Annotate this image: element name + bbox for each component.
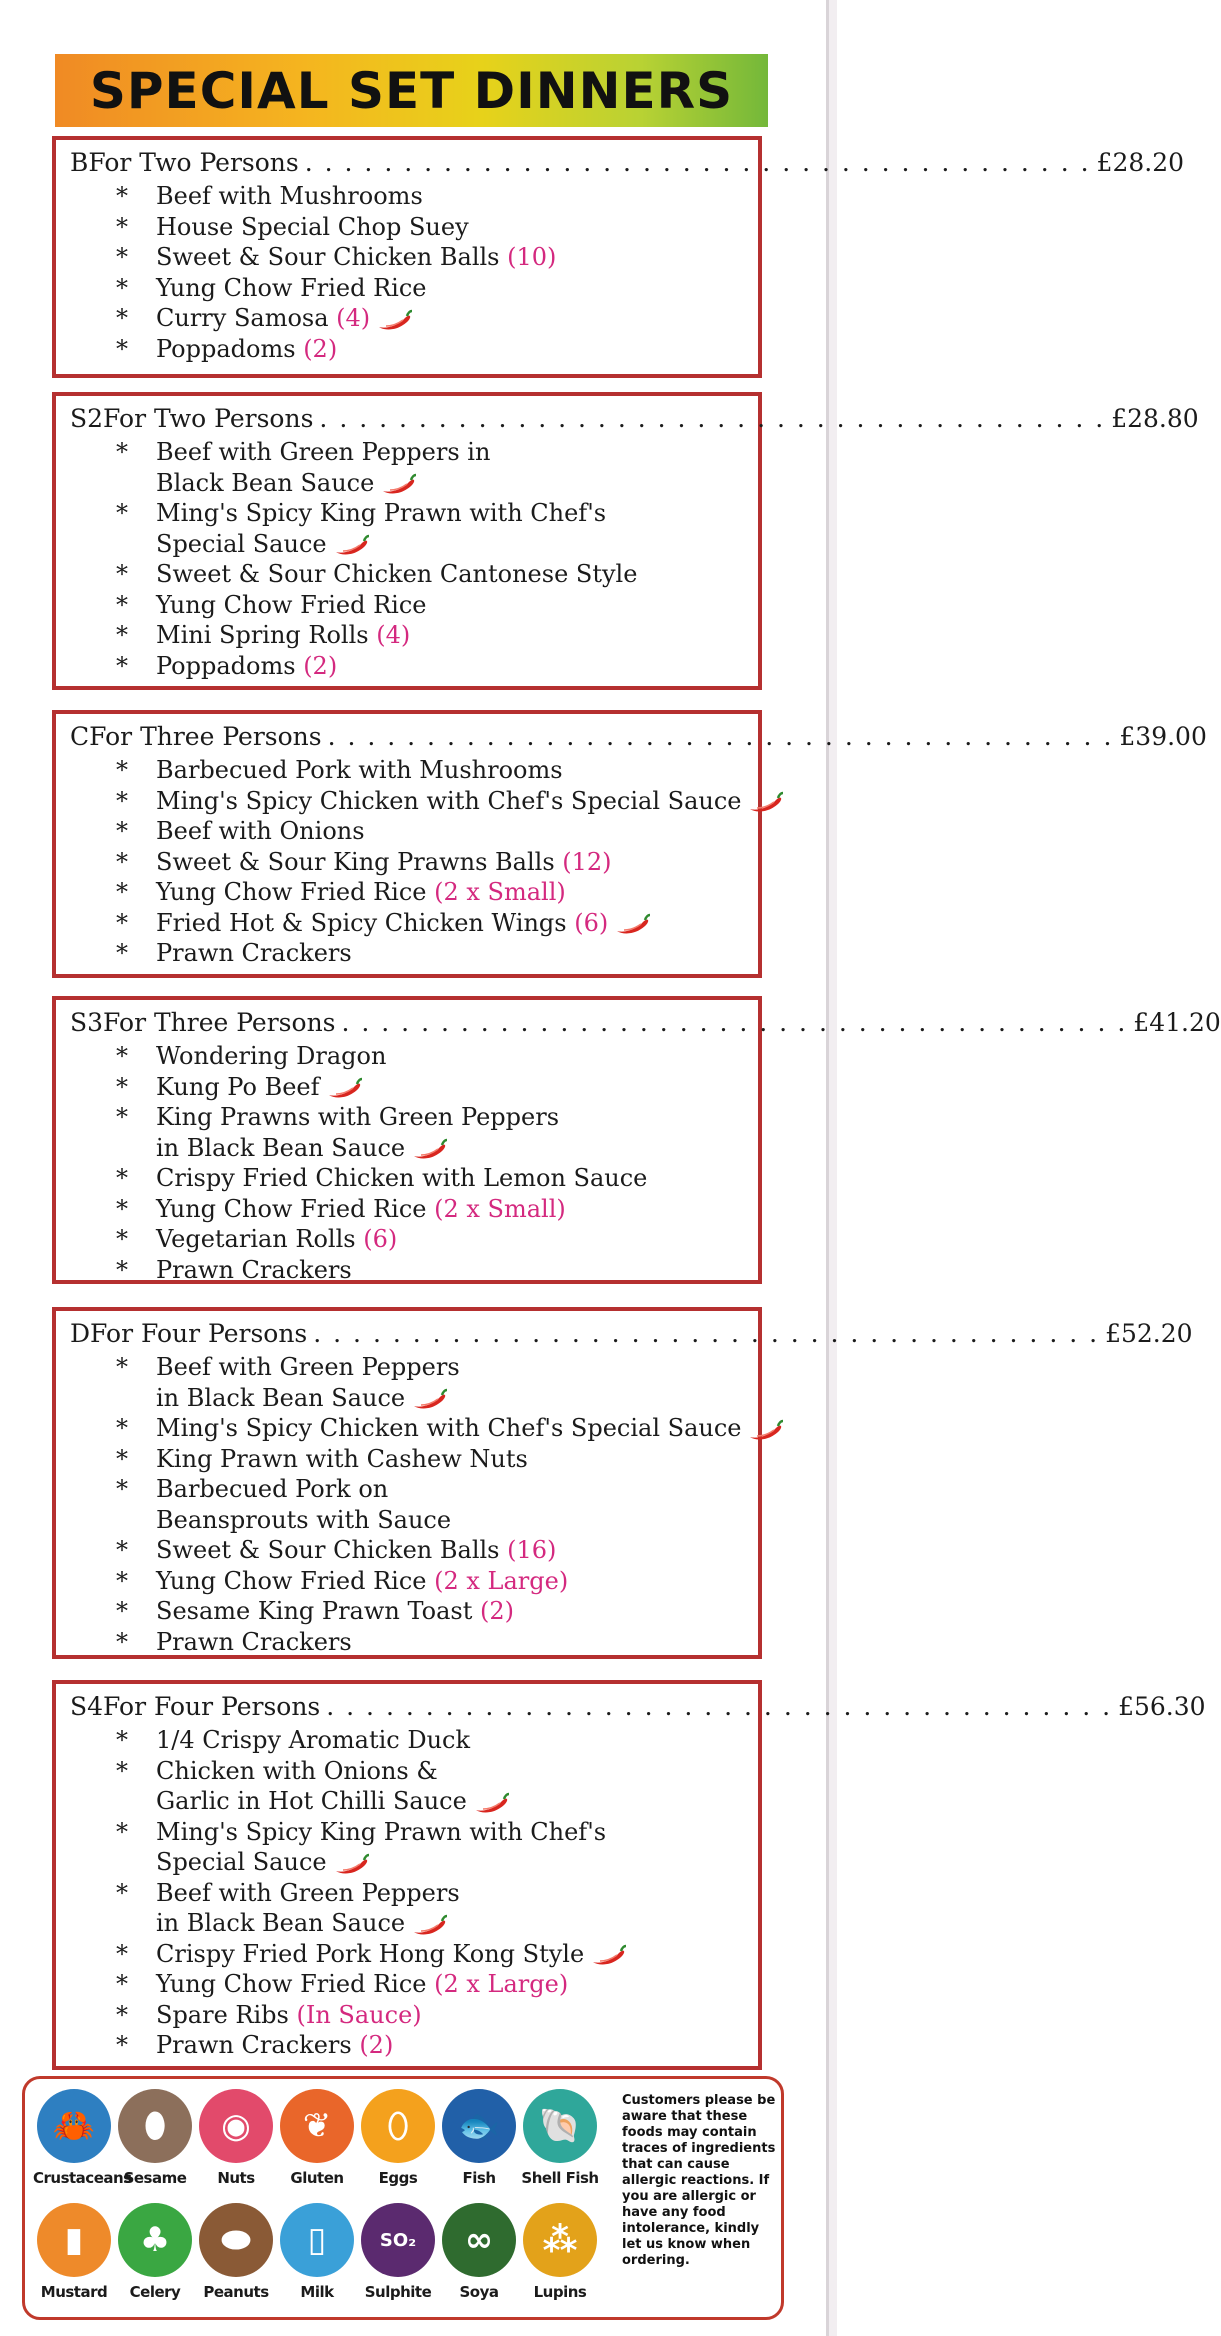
bullet-star: * (116, 304, 128, 332)
chili-pepper-icon (590, 1944, 628, 1966)
celery-icon: ♣ (118, 2203, 192, 2277)
menu-item-quantity: (10) (507, 243, 557, 271)
wheat-icon: ❦ (280, 2089, 354, 2163)
dot-leader: . . . . . . . . . . . . . . . . . . . . . . . . . . . . . . . . . . . . . . . . (304, 148, 1091, 177)
shell-icon: 🐚 (523, 2089, 597, 2163)
menu-item-quantity: (2 x Small) (434, 1194, 566, 1223)
dot-leader: . . . . . . . . . . . . . . . . . . . . . . . . . . . . . . . . . . . . . . . . (319, 404, 1106, 433)
bullet-star: * (116, 273, 128, 302)
nut-icon: ◉ (199, 2089, 273, 2163)
menu-item (116, 1255, 748, 1286)
dot-leader: . . . . . . . . . . . . . . . . . . . . . . . . . . . . . . . . . . . . . . . . (326, 1692, 1113, 1721)
menu-item (116, 529, 748, 560)
menu-item-name: House Special Chop Suey (156, 212, 469, 241)
menu-item (116, 1072, 748, 1103)
chili-pepper-icon (747, 791, 785, 813)
set-header (70, 1319, 1193, 1349)
menu-item (116, 847, 748, 878)
menu-item (116, 1194, 748, 1225)
menu-item-name: Spare Ribs (156, 2000, 297, 2029)
chili-pepper-icon (333, 1853, 371, 1875)
menu-item-name: Wondering Dragon (156, 1042, 387, 1070)
menu-item-name: Sweet & Sour Chicken Balls (156, 243, 508, 271)
menu-item (116, 1102, 748, 1133)
bullet-star: * (116, 878, 128, 906)
dot-leader: . . . . . . . . . . . . . . . . . . . . . . . . . . . . . . . . . . . . . . . . (327, 722, 1114, 751)
set-items (116, 1352, 748, 1657)
set-persons: For Three Persons (89, 722, 322, 751)
set-price: £28.20 (1096, 148, 1185, 177)
chili-pepper-icon (380, 473, 418, 495)
bullet-star: * (116, 1970, 128, 1998)
bullet-star: * (116, 621, 128, 649)
set-header (70, 1008, 1221, 1038)
menu-item (116, 1535, 748, 1566)
bullet-star: * (116, 1444, 128, 1473)
menu-item-name: Poppadoms (156, 334, 304, 363)
menu-item (116, 1627, 748, 1658)
set-code: D (70, 1319, 91, 1348)
set-header (70, 148, 1185, 178)
bullet-star: * (116, 499, 128, 527)
menu-item-name: Prawn Crackers (156, 939, 352, 967)
menu-item-name: in Black Bean Sauce (156, 1383, 406, 1412)
menu-item-name: Prawn Crackers (156, 2031, 360, 2059)
bullet-star: * (116, 1878, 128, 1907)
allergen-item (357, 2203, 439, 2301)
menu-item-name: Chicken with Onions & (156, 1756, 438, 1785)
menu-item (116, 1969, 748, 2000)
menu-item-name: Ming's Spicy Chicken with Chef's Special Sauce (156, 786, 742, 815)
set-persons: For Two Persons (88, 148, 299, 177)
menu-item (116, 1352, 748, 1383)
menu-item-quantity: (6) (363, 1225, 398, 1253)
allergen-label: Crustaceans (33, 2169, 132, 2187)
menu-item-quantity: (6) (574, 908, 609, 937)
menu-item-name: in Black Bean Sauce (156, 1909, 406, 1937)
menu-item-name: in Black Bean Sauce (156, 1133, 406, 1162)
menu-item (116, 559, 748, 590)
menu-item-name: Yung Chow Fried Rice (156, 878, 435, 906)
menu-item-quantity: (4) (376, 621, 411, 649)
menu-item-name: Fried Hot & Spicy Chicken Wings (156, 908, 575, 937)
set-persons: For Three Persons (103, 1008, 336, 1037)
menu-item-name: Poppadoms (156, 651, 304, 680)
menu-item-name: Sweet & Sour King Prawns Balls (156, 847, 563, 876)
set-header (70, 404, 1199, 434)
allergen-label: Gluten (290, 2169, 344, 2187)
menu-item-quantity: (2) (479, 1597, 514, 1625)
bullet-star: * (116, 1414, 128, 1442)
sesame-seed-icon: ⬮ (118, 2089, 192, 2163)
sulphite-icon: SO₂ (361, 2203, 435, 2277)
menu-item-name: Prawn Crackers (156, 1255, 352, 1284)
bullet-star: * (116, 2031, 128, 2059)
menu-item-quantity: (16) (507, 1536, 557, 1564)
menu-item-name: Beef with Green Peppers (156, 1353, 460, 1381)
menu-item (116, 1163, 748, 1194)
menu-item-quantity: (2 x Large) (434, 1566, 569, 1595)
dot-leader: . . . . . . . . . . . . . . . . . . . . . . . . . . . . . . . . . . . . . . . . (313, 1319, 1100, 1348)
menu-item-name: Yung Chow Fried Rice (156, 1566, 435, 1595)
set-price: £41.20 (1133, 1008, 1221, 1037)
bullet-star: * (116, 560, 128, 588)
allergen-item (438, 2089, 520, 2187)
bullet-star: * (116, 817, 128, 845)
allergen-label: Eggs (378, 2169, 418, 2187)
menu-item (116, 1041, 748, 1072)
menu-item (116, 786, 748, 817)
allergen-label: Sulphite (364, 2283, 432, 2301)
menu-item-name: Beef with Green Peppers (156, 1878, 460, 1907)
menu-item-name: Barbecued Pork on (156, 1475, 389, 1503)
set-header (70, 1692, 1206, 1722)
menu-item (116, 498, 748, 529)
menu-item (116, 1566, 748, 1597)
menu-item (116, 334, 748, 365)
menu-item-name: Ming's Spicy King Prawn with Chef's (156, 499, 607, 527)
bullet-star: * (116, 1225, 128, 1253)
menu-item-quantity: (2) (303, 334, 338, 363)
page-title: SPECIAL SET DINNERS (89, 61, 734, 120)
allergen-label: Fish (462, 2169, 496, 2187)
chili-pepper-icon (411, 1388, 449, 1410)
menu-item-name: Yung Chow Fried Rice (156, 590, 427, 619)
menu-item (116, 1939, 748, 1970)
allergen-item (276, 2089, 358, 2187)
menu-item (116, 1847, 748, 1878)
crab-icon: 🦀 (37, 2089, 111, 2163)
menu-item-name: Barbecued Pork with Mushrooms (156, 756, 563, 784)
bullet-star: * (116, 334, 128, 363)
menu-item-name: Beef with Green Peppers in (156, 438, 491, 466)
menu-item-name: Prawn Crackers (156, 1627, 352, 1656)
bullet-star: * (116, 1817, 128, 1846)
allergen-item (276, 2203, 358, 2301)
menu-item-name: Sweet & Sour Chicken Balls (156, 1536, 508, 1564)
bullet-star: * (116, 1194, 128, 1223)
page-title-banner (55, 54, 768, 127)
menu-item-name: Yung Chow Fried Rice (156, 1194, 435, 1223)
page-edge (826, 0, 829, 2336)
menu-item-name: 1/4 Crispy Aromatic Duck (156, 1726, 471, 1754)
menu-item-name: Crispy Fried Chicken with Lemon Sauce (156, 1164, 648, 1192)
bullet-star: * (116, 2000, 128, 2029)
allergen-label: Sesame (123, 2169, 187, 2187)
allergen-label: Peanuts (203, 2283, 269, 2301)
menu-item-quantity: (2 x Large) (434, 1970, 569, 1998)
set-items (116, 181, 748, 364)
set-menu-s3 (52, 996, 1221, 1284)
menu-item (116, 908, 748, 939)
chili-pepper-icon (411, 1138, 449, 1160)
allergen-label: Mustard (40, 2283, 108, 2301)
menu-item (116, 938, 748, 969)
menu-item-name: King Prawns with Green Peppers (156, 1103, 560, 1131)
set-items (116, 437, 748, 681)
bullet-star: * (116, 1566, 128, 1595)
bullet-star: * (116, 438, 128, 466)
allergen-label: Celery (129, 2283, 181, 2301)
allergen-item (519, 2089, 601, 2187)
menu-item-name: Yung Chow Fried Rice (156, 273, 427, 302)
peanut-icon: ⬬ (199, 2203, 273, 2277)
chili-pepper-icon (411, 1914, 449, 1936)
set-items (116, 755, 748, 969)
mustard-bottle-icon: ▮ (37, 2203, 111, 2277)
menu-item-name: Special Sauce (156, 529, 327, 558)
chili-pepper-icon (473, 1792, 511, 1814)
bullet-star: * (116, 1103, 128, 1131)
chili-pepper-icon (333, 534, 371, 556)
menu-item-quantity: (In Sauce) (296, 2000, 422, 2029)
soya-pod-icon: ∞ (442, 2203, 516, 2277)
menu-item-quantity: (2) (303, 651, 338, 680)
menu-item-name: Curry Samosa (156, 304, 337, 332)
allergen-item (33, 2203, 115, 2301)
bullet-star: * (116, 786, 128, 815)
chili-pepper-icon (376, 309, 414, 331)
menu-item (116, 651, 748, 682)
allergen-item (114, 2089, 196, 2187)
chili-pepper-icon (747, 1419, 785, 1441)
bullet-star: * (116, 1597, 128, 1625)
menu-item-quantity: (12) (562, 847, 612, 876)
milk-bottle-icon: ▯ (280, 2203, 354, 2277)
bullet-star: * (116, 1475, 128, 1503)
bullet-star: * (116, 1536, 128, 1564)
menu-item (116, 2030, 748, 2061)
set-persons: For Four Persons (90, 1319, 308, 1348)
set-code: C (70, 722, 90, 751)
menu-item (116, 1756, 748, 1787)
menu-item-quantity: (2) (359, 2031, 394, 2059)
menu-item (116, 468, 748, 499)
menu-item-name: Mini Spring Rolls (156, 621, 377, 649)
set-persons: For Two Persons (103, 404, 314, 433)
menu-item-name: Beansprouts with Sauce (156, 1505, 452, 1534)
set-price: £39.00 (1119, 722, 1207, 751)
dot-leader: . . . . . . . . . . . . . . . . . . . . . . . . . . . . . . . . . . . . . . . . (341, 1008, 1128, 1037)
menu-item-name: Vegetarian Rolls (156, 1225, 364, 1253)
menu-item (116, 877, 748, 908)
menu-item-name: Crispy Fried Pork Hong Kong Style (156, 1939, 585, 1968)
menu-item (116, 1878, 748, 1909)
bullet-star: * (116, 1756, 128, 1785)
allergen-item (519, 2203, 601, 2301)
set-items (116, 1041, 748, 1285)
bullet-star: * (116, 1072, 128, 1101)
set-price: £52.20 (1105, 1319, 1193, 1348)
menu-item-name: Beef with Onions (156, 817, 365, 845)
menu-item (116, 212, 748, 243)
menu-item (116, 1908, 748, 1939)
bullet-star: * (116, 847, 128, 876)
bullet-star: * (116, 756, 128, 784)
bullet-star: * (116, 651, 128, 680)
set-code: S4 (70, 1692, 104, 1721)
bullet-star: * (116, 1726, 128, 1754)
page-edge-shadow (829, 0, 837, 2336)
set-items (116, 1725, 748, 2061)
menu-item (116, 437, 748, 468)
bullet-star: * (116, 908, 128, 937)
menu-item-name: Ming's Spicy Chicken with Chef's Special Sauce (156, 1414, 742, 1442)
menu-item (116, 273, 748, 304)
menu-item-name: Yung Chow Fried Rice (156, 1970, 435, 1998)
allergen-item (195, 2089, 277, 2187)
menu-item-quantity: (4) (336, 304, 371, 332)
set-menu-s2 (52, 392, 1199, 690)
bullet-star: * (116, 1627, 128, 1656)
menu-item-name: Garlic in Hot Chilli Sauce (156, 1787, 467, 1815)
allergen-item (357, 2089, 439, 2187)
menu-item (116, 755, 748, 786)
menu-item (116, 1596, 748, 1627)
allergen-label: Nuts (217, 2169, 255, 2187)
menu-item-name: Kung Po Beef (156, 1072, 320, 1101)
menu-item (116, 1725, 748, 1756)
menu-item (116, 590, 748, 621)
menu-item (116, 303, 748, 334)
chili-pepper-icon (614, 913, 652, 935)
fish-icon: 🐟 (442, 2089, 516, 2163)
menu-item (116, 816, 748, 847)
set-price: £56.30 (1118, 1692, 1206, 1721)
menu-item-name: Beef with Mushrooms (156, 182, 423, 210)
menu-item-name: King Prawn with Cashew Nuts (156, 1444, 528, 1473)
egg-icon: ⬯ (361, 2089, 435, 2163)
menu-item (116, 620, 748, 651)
bullet-star: * (116, 1164, 128, 1192)
menu-item-name: Sesame King Prawn Toast (156, 1597, 480, 1625)
allergy-notice: Customers please be aware that these foods may contain traces of ingredients that can cause allergic reactions. If you are allergic or have any food intolerance, kindly let us know when ordering. (622, 2093, 776, 2268)
menu-item (116, 1444, 748, 1475)
allergen-item (33, 2089, 132, 2187)
set-code: S2 (70, 404, 104, 433)
bullet-star: * (116, 590, 128, 619)
lupin-icon: ⁂ (523, 2203, 597, 2277)
menu-item-name: Black Bean Sauce (156, 468, 375, 497)
bullet-star: * (116, 1255, 128, 1284)
bullet-star: * (116, 1042, 128, 1070)
menu-item-quantity: (2 x Small) (434, 878, 566, 906)
allergen-label: Shell Fish (521, 2169, 599, 2187)
allergen-legend (22, 2076, 784, 2320)
allergen-label: Milk (300, 2283, 334, 2301)
menu-item (116, 1505, 748, 1536)
allergen-item (195, 2203, 277, 2301)
bullet-star: * (116, 182, 128, 210)
set-header (70, 722, 1207, 752)
menu-item (116, 1413, 748, 1444)
bullet-star: * (116, 1353, 128, 1381)
allergen-item (114, 2203, 196, 2301)
set-code: S3 (70, 1008, 104, 1037)
menu-item-name: Special Sauce (156, 1848, 327, 1876)
menu-item (116, 1133, 748, 1164)
set-persons: For Four Persons (103, 1692, 321, 1721)
allergen-item (438, 2203, 520, 2301)
set-menu-c (52, 710, 1207, 978)
menu-item (116, 1786, 748, 1817)
set-code: B (70, 148, 89, 177)
menu-item (116, 1817, 748, 1848)
bullet-star: * (116, 1939, 128, 1968)
allergen-label: Lupins (533, 2283, 587, 2301)
set-price: £28.80 (1111, 404, 1199, 433)
chili-pepper-icon (326, 1077, 364, 1099)
bullet-star: * (116, 939, 128, 967)
menu-item-name: Ming's Spicy King Prawn with Chef's (156, 1817, 607, 1846)
menu-item (116, 242, 748, 273)
allergen-label: Soya (459, 2283, 499, 2301)
bullet-star: * (116, 212, 128, 241)
set-menu-s4 (52, 1680, 1206, 2070)
menu-item (116, 181, 748, 212)
menu-item (116, 1224, 748, 1255)
set-menu-b (52, 136, 1185, 378)
menu-item (116, 1474, 748, 1505)
menu-item (116, 2000, 748, 2031)
menu-item (116, 1383, 748, 1414)
bullet-star: * (116, 243, 128, 271)
set-menu-d (52, 1307, 1193, 1659)
menu-item-name: Sweet & Sour Chicken Cantonese Style (156, 560, 638, 588)
